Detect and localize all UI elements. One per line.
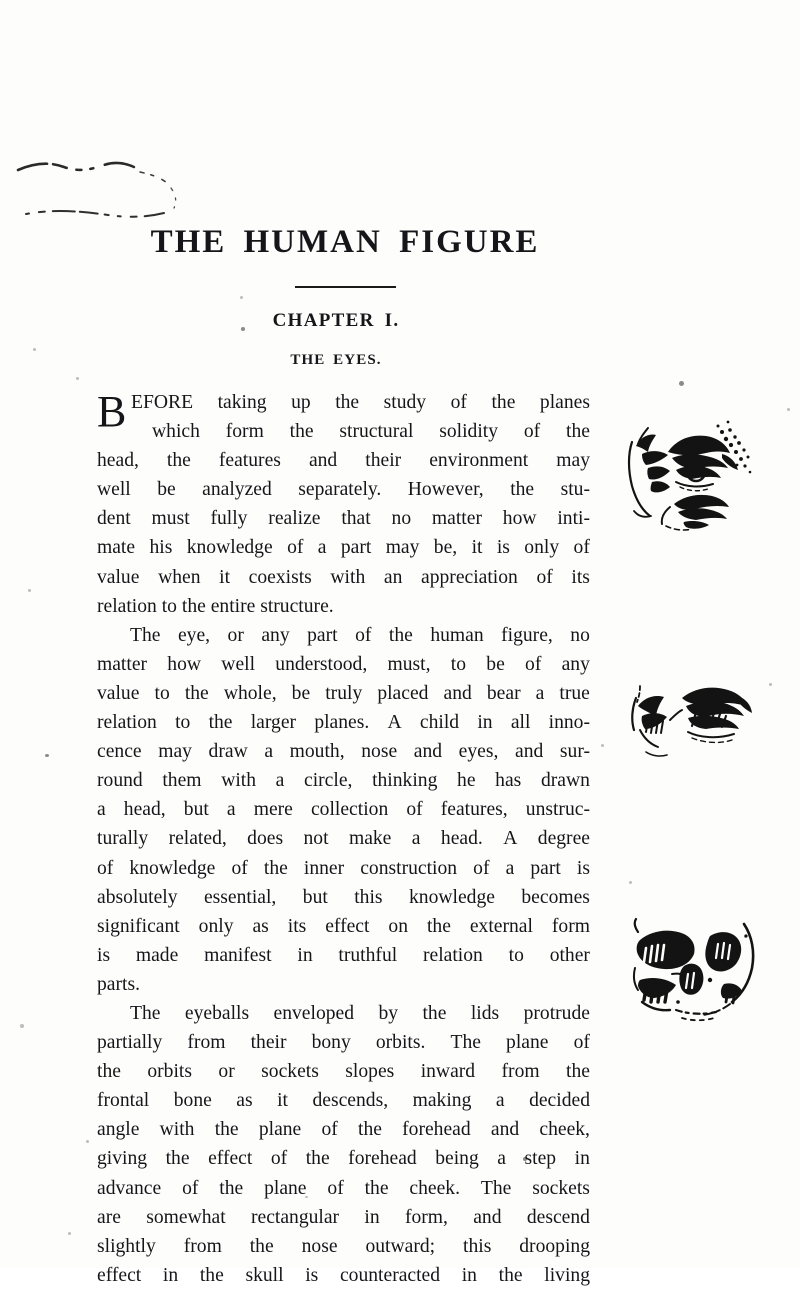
text-line: round them with a circle, thinking he has drawn xyxy=(97,770,590,792)
text-line: of knowledge of the inner construction of a part is xyxy=(97,857,590,879)
paper-speck xyxy=(629,881,632,884)
section-heading: THE EYES. xyxy=(290,352,382,368)
body-text xyxy=(97,388,590,1290)
eye-studies-sketch xyxy=(618,408,758,538)
paper-speck xyxy=(33,348,36,351)
paper-speck xyxy=(45,754,49,757)
paper-speck xyxy=(86,1140,89,1143)
text-line: parts. xyxy=(97,973,140,995)
paper-speck xyxy=(68,1232,71,1235)
chapter-heading: CHAPTER I. xyxy=(272,310,400,331)
text-line: relation to the larger planes. A child in all inno- xyxy=(97,712,590,734)
text-line: giving the effect of the forehead being a step in xyxy=(97,1148,590,1170)
text-line: value to the whole, be truly placed and bear a true xyxy=(97,682,590,704)
paragraph xyxy=(97,388,590,621)
text-line: significant only as its effect on the external form xyxy=(97,915,590,937)
page-title: THE HUMAN FIGURE xyxy=(150,224,540,260)
text-line: EFORE taking up the study of the planes xyxy=(131,392,590,413)
scan-artifact xyxy=(8,148,223,226)
paragraph xyxy=(97,621,590,999)
text-line: effect in the skull is counteracted in the living xyxy=(97,1264,590,1286)
text-line: mate his knowledge of a part may be, it is only of xyxy=(97,537,590,559)
text-line: advance of the plane of the cheek. The sockets xyxy=(97,1177,590,1199)
text-line: frontal bone as it descends, making a decided xyxy=(97,1090,590,1112)
paper-speck xyxy=(601,744,604,747)
text-line: the orbits or sockets slopes inward from the xyxy=(97,1061,590,1083)
paper-speck xyxy=(20,1024,24,1028)
paper-speck xyxy=(76,377,79,380)
text-line: dent must fully realize that no matter how inti- xyxy=(97,508,590,530)
text-line: relation to the entire structure. xyxy=(97,595,334,617)
paper-speck xyxy=(240,296,243,299)
text-line: are somewhat rectangular in form, and descend xyxy=(97,1206,590,1228)
text-line: partially from their bony orbits. The plane of xyxy=(97,1032,590,1054)
text-line: well be analyzed separately. However, the stu- xyxy=(97,479,590,501)
text-line: head, the features and their environment may xyxy=(97,450,590,472)
paper-speck xyxy=(679,381,684,386)
text-line: cence may draw a mouth, nose and eyes, and sur- xyxy=(97,741,590,763)
text-line: is made manifest in truthful relation to other xyxy=(97,944,590,966)
paper-speck xyxy=(28,589,31,592)
paper-speck xyxy=(769,683,772,686)
paragraph xyxy=(97,999,590,1290)
drop-cap: B xyxy=(97,387,127,436)
title-divider xyxy=(295,286,396,288)
text-line: matter how well understood, must, to be of any xyxy=(97,653,590,675)
text-line: value when it coexists with an appreciation of its xyxy=(97,566,590,588)
pair-of-eyes-sketch xyxy=(626,668,756,768)
text-line: The eye, or any part of the human figure, no xyxy=(130,624,590,646)
text-line: The eyeballs enveloped by the lids protrude xyxy=(130,1002,590,1024)
text-line: angle with the plane of the forehead and cheek, xyxy=(97,1119,590,1141)
paper-speck xyxy=(787,408,790,411)
text-line: slightly from the nose outward; this drooping xyxy=(97,1235,590,1257)
text-line: a head, but a mere collection of features, unstruc- xyxy=(97,799,590,821)
skull-eye-sockets-sketch xyxy=(626,918,766,1028)
text-line: absolutely essential, but this knowledge becomes xyxy=(97,886,590,908)
text-line: which form the structural solidity of the xyxy=(152,421,590,443)
text-line: turally related, does not make a head. A degree xyxy=(97,828,590,850)
